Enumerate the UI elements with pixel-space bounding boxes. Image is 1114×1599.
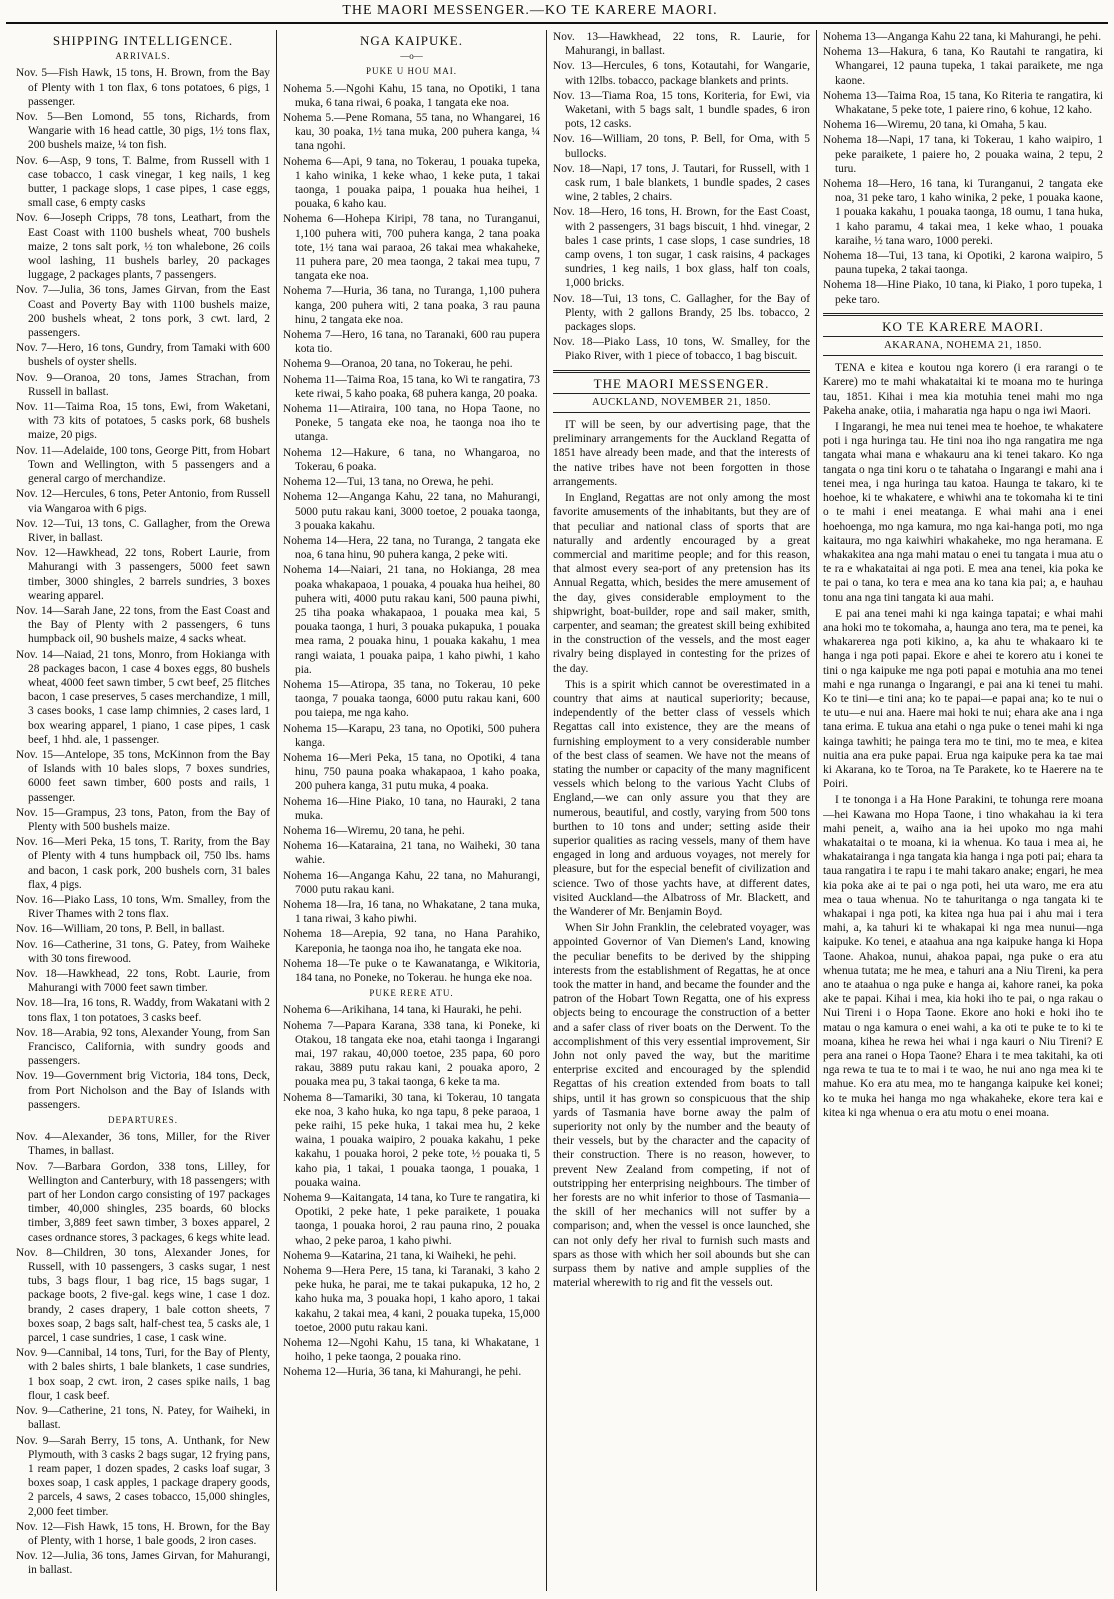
shipping-entry: Nohema 15—Karapu, 23 tana, no Opotiki, 500 puhera kanga. bbox=[283, 722, 540, 749]
dateline: AUCKLAND, NOVEMBER 21, 1850. bbox=[553, 393, 810, 413]
shipping-entry: Nov. 12—Fish Hawk, 15 tons, H. Brown, for the Bay of Plenty, with 1 horse, 1 bale goods, 2 iron cases. bbox=[16, 1520, 270, 1547]
ornament: —o— bbox=[400, 51, 423, 62]
shipping-entry: Nov. 18—Hawkhead, 22 tons, Robt. Laurie, from Mahurangi with 7000 feet sawn timber. bbox=[16, 968, 270, 995]
article-paragraph: TENA e kitea e koutou nga korero (i era rarangi o te Karere) mo te mahi whakataitai ki te moana mo te huringa tau, 1851. Kihai i mea kia motuhia tenei mahi mo nga Pakeha anake, otiia, i maharatia nga hapu o nga iwi Maori. bbox=[823, 362, 1103, 417]
shipping-entry: Nov. 16—Piako Lass, 10 tons, Wm. Smalley, from the River Thames with 2 tons flax. bbox=[16, 893, 270, 921]
shipping-entry: Nohema 9—Hera Pere, 15 tana, ki Taranaki, 3 kaho 2 peke huka, he parai, me te takai pukapuka, 12 ho, 2 kaho huka ma, 3 pouaka hopi, 1 kaho aporo, 1 takai kakahu, 2 takai mea, 4 kani, 2 pouaka tupeka, 15,000 toetoe, 2000 putu rakau kani. bbox=[283, 1265, 540, 1334]
shipping-entry: Nov. 12—Julia, 36 tons, James Girvan, for Mahurangi, in ballast. bbox=[16, 1550, 270, 1577]
shipping-entry: Nohema 6—Api, 9 tana, no Tokerau, 1 pouaka tupeka, 1 kaho winika, 1 keke whao, 1 keke puta, 1 takai taonga, 1 pouaka paipa, 1 pouaka hua heihei, 1 pouaka, 6 kaho kau. bbox=[283, 155, 540, 211]
shipping-entry: Nov. 16—William, 20 tons, P. Bell, for Oma, with 5 bullocks. bbox=[553, 133, 810, 160]
arrivals-label: PUKE U HOU MAI. bbox=[366, 66, 457, 77]
shipping-entry: Nohema 7—Huria, 36 tana, no Turanga, 1,100 puhera kanga, 200 puhera witi, 2 tana poaka, 3 rau pauna hinu, 2 tangata eke noa. bbox=[283, 285, 540, 326]
shipping-entry: Nohema 12—Anganga Kahu, 22 tana, no Mahurangi, 5000 putu rakau kani, 3000 toetoe, 2 pouaka taonga, 3 pouaka kakahu. bbox=[283, 491, 540, 532]
shipping-entry: Nohema 7—Hero, 16 tana, no Taranaki, 600 rau pupera kota tio. bbox=[283, 329, 540, 356]
shipping-entry: Nohema 14—Naiari, 21 tana, no Hokianga, 28 mea poaka whakapaoa, 1 pouaka, 4 pouaka hua heihei, 80 puhera witi, 4000 putu rakau kani, 500 pauna piwhi, 25 tiha poaka whakapaoa, 1 pouaka mea kai, 5 pouaka taonga, 1 huri, 3 pouaka pukapuka, 1 pouaka mea rama, 2 pouaka hinu, 1 pouaka kakahu, 1 mea rangi waiata, 1 pouaka paipa, 1 kaho piwhi, 1 kaho pia. bbox=[283, 564, 540, 676]
column-ko-te-karere-maori bbox=[823, 30, 1103, 1592]
shipping-entry: Nov. 13—Tiama Roa, 15 tons, Koriteria, for Ewi, via Waketani, with 5 bags salt, 1 bundle spades, 6 iron pots, 12 casks. bbox=[553, 89, 810, 131]
article-body bbox=[553, 418, 810, 1290]
shipping-entry: Nov. 15—Grampus, 23 tons, Paton, from the Bay of Plenty with 500 bushels maize. bbox=[16, 806, 270, 833]
section-rule bbox=[823, 313, 1103, 316]
article-body bbox=[823, 361, 1103, 1120]
shipping-entry: Nohema 12—Huria, 36 tana, ki Mahurangi, he pehi. bbox=[283, 1366, 522, 1379]
shipping-entry: Nov. 13—Hawkhead, 22 tons, R. Laurie, for Mahurangi, in ballast. bbox=[553, 31, 810, 58]
shipping-entry: Nohema 13—Anganga Kahu 22 tana, ki Mahurangi, he pehi. bbox=[823, 31, 1102, 43]
section-heading: NGA KAIPUKE. bbox=[360, 33, 463, 48]
shipping-entry: Nohema 18—Te puke o te Kawanatanga, e Wikitoria, 184 tana, no Poneke, no Tokerau. he hunga eke noa. bbox=[283, 957, 540, 984]
shipping-entry: Nohema 16—Anganga Kahu, 22 tana, no Mahurangi, 7000 putu rakau kani. bbox=[283, 869, 540, 896]
shipping-entry: Nov. 13—Hercules, 6 tons, Kotautahi, for Wangarie, with 12lbs. tobacco, package blankets and prints. bbox=[553, 60, 810, 87]
top-rule bbox=[6, 22, 1108, 24]
shipping-entry: Nov. 9—Oranoa, 20 tons, James Strachan, from Russell in ballast. bbox=[16, 371, 270, 398]
article-title: KO TE KARERE MAORI. bbox=[882, 318, 1044, 334]
shipping-entry: Nov. 9—Catherine, 21 tons, N. Patey, for Waiheki, in ballast. bbox=[16, 1405, 270, 1432]
shipping-entry: Nohema 7—Papara Karana, 338 tana, ki Poneke, ki Otakou, 18 tangata eke noa, etahi taonga i Ingarangi mai, 197 rakau, 40,000 toetoe, 235 papa, 60 poro rakau, 3889 putu rakau kani, 2 pouaka aporo, 2 pouaka mea pu, 3 takai taonga, 6 keke ta ma. bbox=[283, 1019, 540, 1089]
shipping-entry: Nov. 15—Antelope, 35 tons, McKinnon from the Bay of Islands with 10 bales slops, 7 boxes sundries, 6000 feet sawn timber, 600 posts and rails, 1 passenger. bbox=[16, 748, 270, 804]
section-heading: SHIPPING INTELLIGENCE. bbox=[52, 33, 234, 48]
arrivals-label: ARRIVALS. bbox=[115, 51, 171, 62]
shipping-entry: Nov. 5—Fish Hawk, 15 tons, H. Brown, from the Bay of Plenty with 1 ton flax, 6 tons potatoes, 6 pigs, 1 passenger. bbox=[16, 67, 270, 108]
shipping-entry: Nov. 11—Taima Roa, 15 tons, Ewi, from Waketani, with 73 kits of potatoes, 5 casks pork, 68 bushels maize, 20 pigs. bbox=[16, 401, 270, 442]
shipping-entry: Nohema 11—Taima Roa, 15 tana, ko Wi te rangatira, 73 kete riwai, 5 kaho poaka, 68 puhera kanga, 20 poaka. bbox=[283, 373, 540, 400]
dateline: AKARANA, NOHEMA 21, 1850. bbox=[823, 336, 1103, 356]
shipping-entry: Nov. 12—Hercules, 6 tons, Peter Antonio, from Russell via Wangaroa with 6 pigs. bbox=[16, 488, 270, 515]
shipping-entry: Nov. 18—Arabia, 92 tons, Alexander Young, from San Francisco, California, with sundry goods and passengers. bbox=[16, 1026, 270, 1068]
article-paragraph: IT will be seen, by our advertising page, that the preliminary arrangements for the Auckland Regatta of 1851 have already been made, and that the interests of the native tribes have not been forgotten in those arrangements. bbox=[553, 419, 810, 488]
shipping-entry: Nohema 5.—Ngohi Kahu, 15 tana, no Opotiki, 1 tana muka, 6 tana riwai, 6 poaka, 1 tangata eke noa. bbox=[283, 82, 540, 109]
shipping-entry: Nov. 12—Hawkhead, 22 tons, Robert Laurie, from Mahurangi with 3 passengers, 5000 feet sawn timber, 3000 shingles, 2 barrels sundries, 3 boxes wearing apparel. bbox=[16, 547, 270, 602]
article-paragraph: In England, Regattas are not only among the most favorite amusements of the inhabitants, but they are of that peculiar and national class of sports that are naturally and ardently encouraged by a great commercial and maritime people; and for this reason, that almost every sea-port of any pretension has its Annual Regatta, which, besides the mere amusement of the day, gives considerable employment to the shipwright, boat-builder, rope and sail maker, smith, carpenter, and seaman; the greatest skill being exhibited in the construction of the vessels, and the most eager rivalry being displayed in contesting for the prizes of the day. bbox=[553, 492, 810, 675]
shipping-entry: Nov. 19—Government brig Victoria, 184 tons, Deck, from Port Nicholson and the Bay of Islands with passengers. bbox=[16, 1070, 270, 1111]
column-divider bbox=[816, 30, 817, 1591]
shipping-entry: Nov. 14—Sarah Jane, 22 tons, from the East Coast and the Bay of Plenty with 2 passengers, 6 tuns humpback oil, 90 bushels maize, 4 sacks wheat. bbox=[16, 604, 270, 646]
shipping-entry: Nohema 16—Wiremu, 20 tana, ki Omaha, 5 kau. bbox=[823, 119, 1047, 132]
departures-list bbox=[283, 1003, 540, 1379]
shipping-entry: Nov. 4—Alexander, 36 tons, Miller, for the River Thames, in ballast. bbox=[16, 1131, 270, 1158]
article-paragraph: When Sir John Franklin, the celebrated voyager, was appointed Governor of Van Diemen's Land, knowing the peculiar benefits to be derived by the shipping interests from the establishment of Regattas, he at once took the matter in hand, and became the founder and the patron of the Hobart Town Regatta, one of his express objects being to encourage the construction of a better and a safer class of river boats on the Derwent. To the accomplishment of this very essential improvement, Sir John not only paved the way, but the maritime enterprise excited and encouraged by the splendid Regattas of his creation extended from boats to tall ships, until it has grown so conspicuous that the ship yards of Tasmania have borne away the palm of superiority not only by the number and the beauty of their vessels, but by the character and the capacity of their construction. There is no reason, however, to prevent New Zealand from competing, if not of outstripping her enterprising neighbours. The timber of her forests are no whit inferior to those of Tasmania—the skill of her mechanics will not suffer by a comparison; and, when the vessel is once launched, she can not only defy her rival to furnish such masts and spars as those with which her soil abounds but she can surpass them by native and ample supplies of the material wherewith to rig and fit the vessels out. bbox=[553, 922, 810, 1290]
shipping-entry: Nohema 16—Wiremu, 20 tana, he pehi. bbox=[283, 824, 465, 837]
departures-list bbox=[823, 30, 1103, 307]
shipping-entry: Nohema 15—Atiropa, 35 tana, no Tokerau, 10 peke taonga, 7 pouaka taonga, 6000 putu rakau kani, 600 pou taiepa, me nga kaho. bbox=[283, 678, 540, 720]
arrivals-list bbox=[283, 82, 540, 986]
departures-label: PUKE RERE ATU. bbox=[369, 988, 454, 999]
shipping-entry: Nov. 16—William, 20 tons, P. Bell, in ballast. bbox=[16, 923, 225, 936]
shipping-entry: Nov. 6—Asp, 9 tons, T. Balme, from Russell with 1 case tobacco, 1 cask vinegar, 1 keg nails, 1 keg butter, 1 package slops, 1 case pipes, 1 case eggs, small case, 6 empty casks bbox=[16, 154, 270, 210]
shipping-entry: Nohema 12—Ngohi Kahu, 15 tana, ki Whakatane, 1 hoiho, 1 peke taonga, 2 pouaka rino. bbox=[283, 1337, 540, 1364]
shipping-entry: Nohema 16—Hine Piako, 10 tana, no Hauraki, 2 tana muka. bbox=[283, 795, 540, 822]
shipping-entry: Nohema 13—Hakura, 6 tana, Ko Rautahi te rangatira, ki Whangarei, 12 pauna tupeka, 1 takai paraikete, me nga kaone. bbox=[823, 46, 1103, 87]
column-shipping-intelligence bbox=[16, 30, 270, 1592]
masthead: THE MAORI MESSENGER.—KO TE KARERE MAORI. bbox=[342, 3, 718, 18]
shipping-entry: Nohema 14—Hera, 22 tana, no Turanga, 2 tangata eke noa, 6 tana hinu, 90 puhera kanga, 2 peke witi. bbox=[283, 534, 540, 562]
shipping-entry: Nov. 16—Meri Peka, 15 tons, T. Rarity, from the Bay of Plenty with 4 tuns humpback oil, 750 lbs. hams and bacon, 1 cask pork, 200 bushels corn, 31 bales flax, 4 pigs. bbox=[16, 836, 270, 891]
shipping-entry: Nohema 18—Ira, 16 tana, no Whakatane, 2 tana muka, 1 tana riwai, 3 kaho piwhi. bbox=[283, 898, 540, 926]
shipping-entry: Nov. 9—Sarah Berry, 15 tons, A. Unthank, for New Plymouth, with 3 casks 2 bags sugar, 12 frying pans, 1 ream paper, 1 dozen spades, 2 casks loaf sugar, 3 boxes soap, 1 cask apples, 1 package drapery goods, 2 parcels, 4 saws, 2 cases tobacco, 15,000 shingles, 2,000 feet timber. bbox=[16, 1434, 270, 1518]
article-paragraph: E pai ana tenei mahi ki nga kainga tapatai; e whai mahi ana hoki mo te tokomaha, a, haunga ano tera, ma te penei, ka whakarerea nga poti kikino, a, ka ahu te whakaaro ki te hanga i nga poti papai. Ekore e ahei te korero atu i konei te tini o nga kaipuke me nga poti papai e motuhia ana mo tenei mahi e nga runanga o Ingarangi, e pai ana ki tenei tu mahi. Ko te tini—e tini ana; ko te papai—e papai ana; ko te nui o te utu—e nui ana. Haere mai hoki te nui; ehara ake ana i nga tana erima. E tukua ana etahi o nga puke o tenei mahi ki nga kainga tawhiti; he painga tera mo te tini, mo te mea, e kitea nuitia ana era puke papai. Erua nga kaipuke pera ka tae mai ki Akarana, ko te Toroa, na Te Parakete, ko te Haerere na te Poiri. bbox=[823, 607, 1103, 791]
shipping-entry: Nov. 7—Hero, 16 tons, Gundry, from Tamaki with 600 bushels of oyster shells. bbox=[16, 342, 270, 369]
shipping-entry: Nohema 8—Tamariki, 30 tana, ki Tokerau, 10 tangata eke noa, 3 kaho huka, ko nga tapu, 8 peke paraoa, 1 peke raihi, 15 peke huka, 1 takai mea hu, 2 keke waina, 1 pouaka waipiro, 2 pouaka kakahu, 1 peke kakahu, 1 pouaka horoi, 2 peke tote, ½ pouaka ti, 5 kaho pia, 1 takai, 1 pouaka taonga, 1 pouaka, 1 pouaka waina. bbox=[283, 1091, 540, 1189]
shipping-entry: Nov. 18—Tui, 13 tons, C. Gallagher, for the Bay of Plenty, with 2 gallons Brandy, 25 lbs. tobacco, 2 packages slops. bbox=[553, 292, 810, 334]
shipping-entry: Nohema 18—Tui, 13 tana, ki Opotiki, 2 karona waipiro, 5 pauna tupeka, 2 takai taonga. bbox=[823, 250, 1103, 277]
article-paragraph: This is a spirit which cannot be overestimated in a country that aims at nautical superiority; because, independently of the better class of vessels which Regattas call into existence, they are the means of furnishing employment to a very considerable number of the best class of seamen. We have not the means of stating the number or capacity of the many magnificent vessels which belong to the various Yacht Clubs of England,—we can only assure you that they are numerous, beautiful, and costly, varying from 500 tons burthen to 10 tons and under; setting aside their superior qualities as racing vessels, many of them have engaged in long and arduous voyages, not merely for pleasure, but for the especial benefit of civilization and science. Two of those yachts have, at different dates, visited Auckland—the Albatross of Mr. Blackett, and the Wanderer of Mr. Benjamin Boyd. bbox=[553, 678, 810, 918]
shipping-entry: Nohema 5.—Pene Romana, 55 tana, no Whangarei, 16 kau, 30 poaka, 1½ tana muka, 200 puhera kanga, ¼ tana ngohi. bbox=[283, 112, 540, 153]
shipping-entry: Nov. 18—Hero, 16 tons, H. Brown, for the East Coast, with 2 passengers, 31 bags biscuit, 1 hhd. vinegar, 2 bales 1 case prints, 1 case slops, 1 case sundries, 18 camp ovens, 1 ton sugar, 1 cask raisins, 4 packages sundries, 1 keg nails, 1 box glass, half ton coals, 1,000 bricks. bbox=[553, 206, 810, 290]
shipping-entry: Nov. 5—Ben Lomond, 55 tons, Richards, from Wangarie with 16 head cattle, 30 pigs, 1½ tons flax, 200 bushels maize, ¼ ton fish. bbox=[16, 111, 270, 152]
shipping-entry: Nohema 13—Taima Roa, 15 tana, Ko Riteria te rangatira, ki Whakatane, 5 peke tote, 1 paiere rino, 6 kohue, 12 kaho. bbox=[823, 89, 1103, 117]
departures-list bbox=[16, 1130, 270, 1577]
shipping-entry: Nov. 7—Julia, 36 tons, James Girvan, from the East Coast and Poverty Bay with 1100 bushels maize, 200 bushels wheat, 2 tons pork, 3 cwt. lard, 2 passengers. bbox=[16, 284, 270, 340]
arrivals-list bbox=[16, 66, 270, 1112]
shipping-entry: Nohema 18—Hine Piako, 10 tana, ki Piako, 1 poro tupeka, 1 peke taro. bbox=[823, 279, 1103, 306]
shipping-entry: Nohema 11—Atiraira, 100 tana, no Hopa Taone, no Poneke, 5 tangata eke noa, he taonga noa iho te utanga. bbox=[283, 403, 540, 444]
departures-label: DEPARTURES. bbox=[108, 1115, 178, 1126]
departures-list bbox=[553, 30, 810, 364]
shipping-entry: Nohema 16—Kataraina, 21 tana, no Waiheki, 30 tana wahie. bbox=[283, 840, 540, 867]
shipping-entry: Nov. 18—Piako Lass, 10 tons, W. Smalley, for the Piako River, with 1 piece of tobacco, 1 bag biscuit. bbox=[553, 336, 810, 363]
shipping-entry: Nov. 6—Joseph Cripps, 78 tons, Leathart, from the East Coast with 1100 bushels wheat, 700 bushels maize, 2 tons salt pork, ½ ton whalebone, 26 coils wool lashing, 11 bushels barley, 20 packages luggage, 2 packages plants, 7 passengers. bbox=[16, 212, 270, 282]
shipping-entry: Nov. 8—Children, 30 tons, Alexander Jones, for Russell, with 10 passengers, 3 casks sugar, 1 nest tubs, 3 bags flour, 1 bag rice, 15 bags sugar, 1 package boots, 2 five-gal. kegs wine, 1 case 1 doz. brandy, 2 cases drapery, 1 bale cotton sheets, 7 boxes soap, 2 bags salt, half-chest tea, 5 casks ale, 1 parcel, 1 case sundries, 1 case, 1 cask wine. bbox=[16, 1246, 270, 1345]
shipping-entry: Nohema 9—Oranoa, 20 tana, no Tokerau, he pehi. bbox=[283, 358, 513, 371]
article-title: THE MAORI MESSENGER. bbox=[593, 375, 770, 391]
shipping-entry: Nov. 12—Tui, 13 tons, C. Gallagher, from the Orewa River, in ballast. bbox=[16, 517, 270, 544]
shipping-entry: Nohema 18—Hero, 16 tana, ki Turanganui, 2 tangata eke noa, 31 peke taro, 1 kaho winika, 2 peke, 1 pouaka kaone, 1 pouaka kakahu, 1 pouaka taonga, 18 oumu, 1 tana huka, 1 kaho paramu, 4 takai mea, 1 keke whao, 1 pouaka karaihe, ½ tana waro, 1000 pereki. bbox=[823, 178, 1103, 247]
shipping-entry: Nov. 7—Barbara Gordon, 338 tons, Lilley, for Wellington and Canterbury, with 18 passengers; with part of her London cargo consisting of 197 packages timber, 40,000 shingles, 235 boards, 60 blocks timber, 3,889 feet sawn timber, 3 boxes apparel, 2 cases ordnance stores, 3 packages, 6 kegs white lead. bbox=[16, 1160, 270, 1244]
shipping-entry: Nohema 6—Arikihana, 14 tana, ki Hauraki, he pehi. bbox=[283, 1004, 522, 1017]
shipping-entry: Nohema 18—Arepia, 92 tana, no Hana Parahiko, Kareponia, he taonga noa iho, he tangata eke noa. bbox=[283, 928, 540, 955]
shipping-entry: Nohema 16—Meri Peka, 15 tana, no Opotiki, 4 tana hinu, 750 pauna poaka whakapaoa, 1 kaho poaka, 200 puhera kanga, 31 putu muka, 4 poaka. bbox=[283, 751, 540, 793]
section-rule bbox=[553, 370, 810, 373]
shipping-entry: Nov. 18—Ira, 16 tons, R. Waddy, from Wakatani with 2 tons flax, 1 ton potatoes, 3 casks beef. bbox=[16, 997, 270, 1024]
shipping-entry: Nohema 18—Napi, 17 tana, ki Tokerau, 1 kaho waipiro, 1 peke paraikete, 1 paiere ho, 2 pouaka waina, 2 tepu, 2 turu. bbox=[823, 134, 1103, 175]
shipping-entry: Nov. 16—Catherine, 31 tons, G. Patey, from Waiheke with 30 tons firewood. bbox=[16, 938, 270, 965]
shipping-entry: Nov. 11—Adelaide, 100 tons, George Pitt, from Hobart Town and Wellington, with 5 passengers and a general cargo of merchandize. bbox=[16, 444, 270, 486]
shipping-entry: Nov. 9—Cannibal, 14 tons, Turi, for the Bay of Plenty, with 2 bales shirts, 1 bale blankets, 1 case sundries, 1 box soap, 2 cwt. iron, 2 cases spike nails, 1 bag flour, 1 cask beef. bbox=[16, 1347, 270, 1402]
shipping-entry: Nohema 12—Tui, 13 tana, no Orewa, he pehi. bbox=[283, 476, 494, 489]
shipping-entry: Nov. 18—Napi, 17 tons, J. Tautari, for Russell, with 1 cask rum, 1 bale blankets, 1 bundle spades, 2 cases wine, 2 tables, 2 chairs. bbox=[553, 162, 810, 204]
column-divider bbox=[546, 30, 547, 1591]
column-divider bbox=[276, 30, 277, 1591]
shipping-entry: Nohema 6—Hohepa Kiripi, 78 tana, no Turanganui, 1,100 puhera witi, 700 puhera kanga, 2 tana poaka tote, 1½ tana wai paraoa, 26 takai mea whakaheke, 11 puhera pare, 20 mea taonga, 2 takai mea tupu, 7 tangata eke noa. bbox=[283, 213, 540, 283]
shipping-entry: Nohema 9—Kaitangata, 14 tana, ko Ture te rangatira, ki Opotiki, 2 peke hate, 1 peke paraikete, 1 pouaka taonga, 1 pouaka horoi, 2 rau pauna rino, 2 pouaka whao, 2 peke paroa, 1 kaho piwhi. bbox=[283, 1192, 540, 1247]
column-maori-messenger bbox=[553, 30, 810, 1592]
shipping-entry: Nov. 14—Naiad, 21 tons, Monro, from Hokianga with 28 packages bacon, 1 case 4 boxes eggs, 80 bushels wheat, 4000 feet sawn timber, 5 cwt beef, 25 flitches bacon, 1 case preserves, 5 cases merchandize, 1 mill, 3 cases books, 1 case lamp chimnies, 2 cases lard, 1 box wearing apparel, 1 piano, 1 case pipes, 1 cask beef, 1 hhd. ale, 1 passenger. bbox=[16, 648, 270, 746]
article-paragraph: I te tononga i a Ha Hone Parakini, te tohunga rere moana—hei Kawana mo Hopa Taone, i tino whakahau ia ki tera mahi peneit, a, waiho ana ia hei upoko mo nga mahi whakataitai o te moana, ki ia whenua. Ko taua i mea ai, he whakatairanga i nga tangata kia hanga i nga poti pai; ehara ta taua rangatira i te rapu i te mahi takaro anake; engari, he mea kia poka ake ai te pai o nga poti, hei uta waro, me era atu mea o taua whenua. No te tahuritanga o nga tangata ki te whakapai i nga poti, ka kitea nga hua pai i ahu mai i tera mahi, a, ka tahuri ki te whakapai ki nga mea nunui—nga kaipuke. Ko tenei, e ataahua ana nga kaipuke hanga ki Hopa Taone. Ahakoa, nunui, ahakoa papai, nga puke o era atu whenua tutata; me he mea, e tahuri ana a Niu Tireni, ka pera ano te ataahua o nga puke e hanga ai, kahore ranei, ka poka ake te papai. Kihai i mea, kia hoki iho te pai, o nga rakau o Nui Tireni i o Hopa Taone. Ekore ano hoki e hoki iho te matau o nga kamura o enei wahi, a ka oti te puke te to ki te moana, kihea he rewa hei whai i nga kauri o Niu Tireni? E pera ana ranei o Hopa Taone? Ehara i te mea takitahi, ka oti nga rewa te tua te to mai i te wao, he nui ano nga mea ki te mahue. Ko era atu mea, mo te hanganga kaipuke kei konei; ko te muka hei hanga mo nga whakaheke, ekore tera kai e kitea ki nga whenua o era atu motu o enei moana. bbox=[823, 794, 1103, 1119]
article-paragraph: I Ingarangi, he mea nui tenei mea te hoehoe, te whakatere poti i nga huringa tau. He tini noa iho nga rangatira me nga tangata whai mana e whakauru ana ki tenei takaro. Ko nga tangata o nga tini koru o te tahataha o Ingarangi e mahi ana i tenei mea, i nga huringa tau katoa. Haunga te takaro, ki te hoehoe, ki te whakatere, e whiwhi ana te tokomaha ki te tini o te mahi i enei meatanga. E whai mahi ana i enei hoehoenga, mo nga kamura, mo nga kai-hanga poti, mo nga kaitaura, mo nga kaiwhiri whakaheke, mo nga heramana. E whakakitea ana nga mahi matau o enei tu tangata i mua atu o te ra e whakataitai ai nga poti. E mea ana tenei, kia poka ke te pai o tana, ko tera e mea ana ko tana kia pai; a, e hauhau tonu ana nga tini tangata ki aua mahi. bbox=[823, 421, 1103, 604]
column-nga-kaipuke bbox=[283, 30, 540, 1592]
shipping-entry: Nohema 9—Katarina, 21 tana, ki Waiheki, he pehi. bbox=[283, 1249, 517, 1262]
shipping-entry: Nohema 12—Hakure, 6 tana, no Whangaroa, no Tokerau, 6 poaka. bbox=[283, 446, 540, 473]
